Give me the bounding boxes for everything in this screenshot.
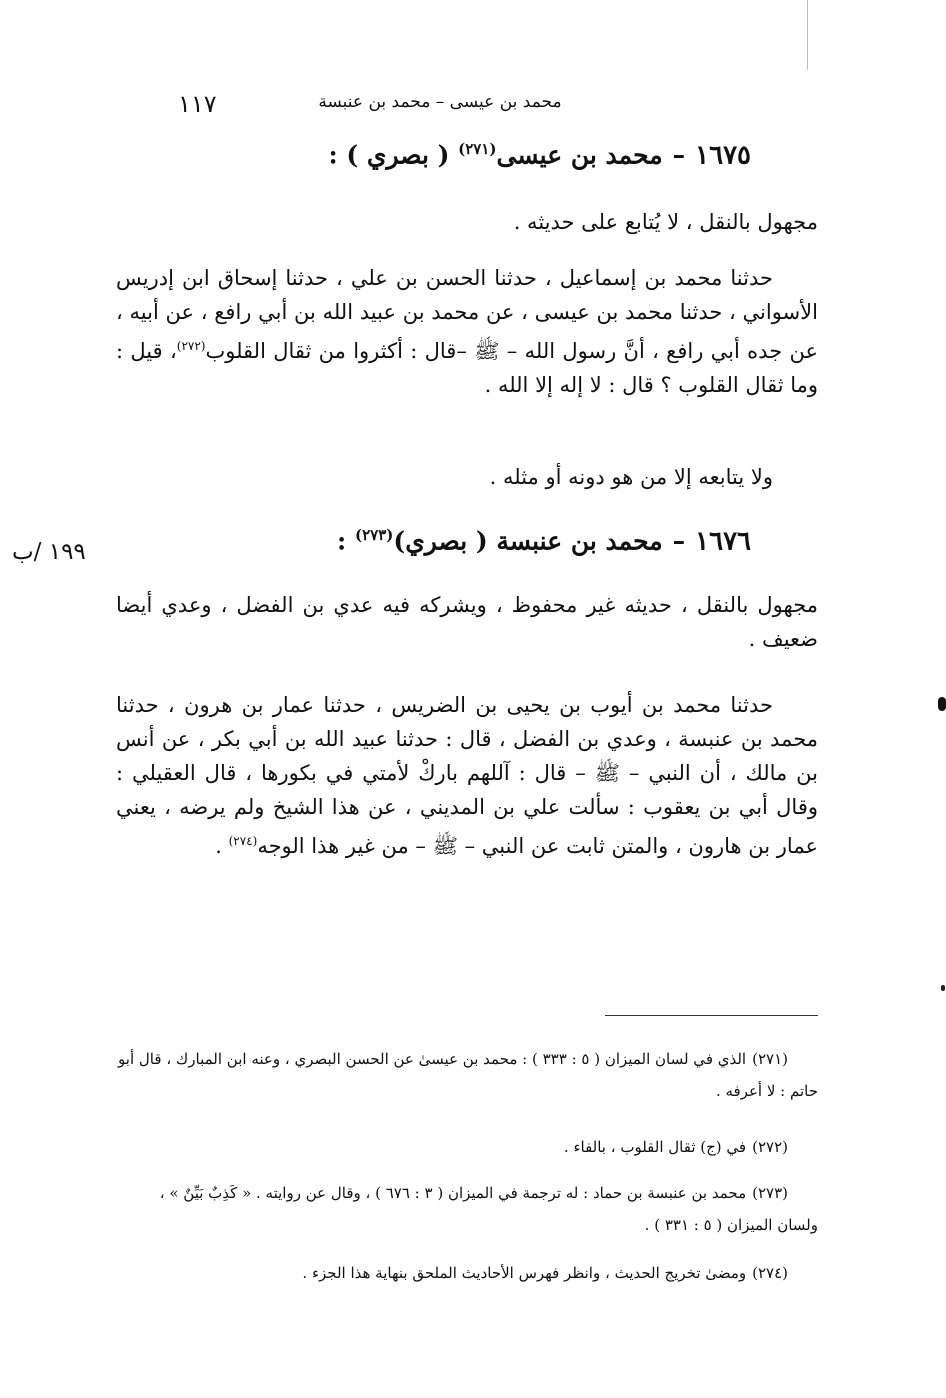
entry-number: ١٦٧٦ bbox=[695, 526, 751, 557]
entry-tail: : bbox=[337, 526, 355, 556]
footnote-text: الذي في لسان الميزان ( ٥ : ٣٣٣ ) : محمد بن عيسىٰ عن الحسن البصري ، وعنه ابن المبارك ، قال أبو حاتم : لا أعرفه . bbox=[118, 1050, 818, 1100]
entry-verdict: مجهول بالنقل ، حديثه غير محفوظ ، ويشركه فيه عدي بن الفضل ، وعدي أيضا ضعيف . bbox=[116, 593, 818, 651]
footnote-273 bbox=[116, 1177, 818, 1241]
running-head: محمد بن عيسى – محمد بن عنبسة bbox=[318, 92, 562, 112]
entry-name: محمد بن عيسى bbox=[496, 140, 663, 170]
entry-number: ١٦٧٥ bbox=[695, 140, 751, 171]
footnote-text: في (ج) ثقال القلوب ، بالفاء . bbox=[563, 1138, 747, 1156]
footnote-ref: (٢٧١) bbox=[458, 140, 497, 158]
hadith-body: حدثنا محمد بن إسماعيل ، حدثنا الحسن بن علي ، حدثنا إسحاق ابن إدريس الأسواني ، حدثنا محمد بن عيسى ، عن محمد بن عبيد الله بن أبي رافع ، عن أبيه ، عن جده أبي رافع ، أنَّ رسول الله – ﷺ –قال : أكثروا من ثقال القلوب bbox=[116, 266, 818, 363]
hadith-end: ، قيل : وما ثقال القلوب ؟ قال : لا إله إلا الله . bbox=[116, 339, 818, 397]
footnote-text: محمد بن عنبسة بن حماد : له ترجمة في الميزان ( ٣ : ٦٧٦ ) ، وقال عن روايته . « كَذِبٌ بَيِّنٌ » ، ولسان الميزان ( ٥ : ٣٣١ ) . bbox=[159, 1184, 818, 1234]
scan-mark bbox=[941, 985, 945, 991]
scan-edge-line bbox=[807, 0, 808, 70]
footnote-272 bbox=[116, 1131, 818, 1163]
footnote-274 bbox=[116, 1257, 818, 1289]
entry-heading-1675: ١٦٧٥–محمد بن عيسى$^{(٢٧١)}$ ( بصري ) : bbox=[328, 140, 751, 171]
footnote-number: (٢٧٢) bbox=[752, 1138, 788, 1156]
hadith-text bbox=[116, 688, 818, 863]
entry-comment: ولا يتابعه إلا من هو دونه أو مثله . bbox=[489, 465, 773, 489]
margin-folio-note: ١٩٩ /ب bbox=[12, 539, 86, 565]
footnote-number: (٢٧١) bbox=[752, 1050, 788, 1068]
footnote-ref: (٢٧٤) bbox=[228, 834, 258, 848]
scan-mark bbox=[938, 697, 946, 711]
entry-heading-1676: ١٦٧٦–محمد بن عنبسة ( بصري)$^{(٢٧٣)}$ : bbox=[337, 526, 751, 557]
footnote-ref: (٢٧٢) bbox=[176, 339, 206, 353]
entry-verdict: مجهول بالنقل ، لا يُتابع على حديثه . bbox=[513, 210, 818, 234]
hadith-text bbox=[116, 261, 818, 402]
entry-tail: ( بصري ) : bbox=[328, 140, 459, 170]
footnote-separator bbox=[605, 1015, 818, 1016]
entry-name: محمد بن عنبسة ( بصري) bbox=[393, 526, 663, 556]
hadith-body: حدثنا محمد بن أيوب بن يحيى بن الضريس ، حدثنا عمار بن هرون ، حدثنا محمد بن عنبسة ، وعدي بن الفضل ، قال : حدثنا عبيد الله بن أبي بكر ، عن أنس بن مالك ، أن النبي – ﷺ – قال : آللهم باركْ لأمتي في بكورها ، قال العقيلي : وقال أبي بن يعقوب : سألت علي بن المديني ، عن هذا الشيخ ولم يرضه ، يعني عمار بن هارون ، والمتن ثابت عن النبي – ﷺ – من غير هذا الوجه bbox=[116, 693, 818, 858]
footnote-number: (٢٧٤) bbox=[752, 1264, 788, 1282]
footnote-ref: (٢٧٣) bbox=[354, 526, 394, 544]
page-number: ١١٧ bbox=[178, 90, 217, 118]
footnote-number: (٢٧٣) bbox=[752, 1184, 788, 1202]
hadith-end: . bbox=[215, 834, 229, 858]
footnote-271 bbox=[116, 1043, 818, 1107]
footnote-text: ومضىٰ تخريج الحديث ، وانظر فهرس الأحاديث الملحق بنهاية هذا الجزء . bbox=[302, 1264, 747, 1282]
